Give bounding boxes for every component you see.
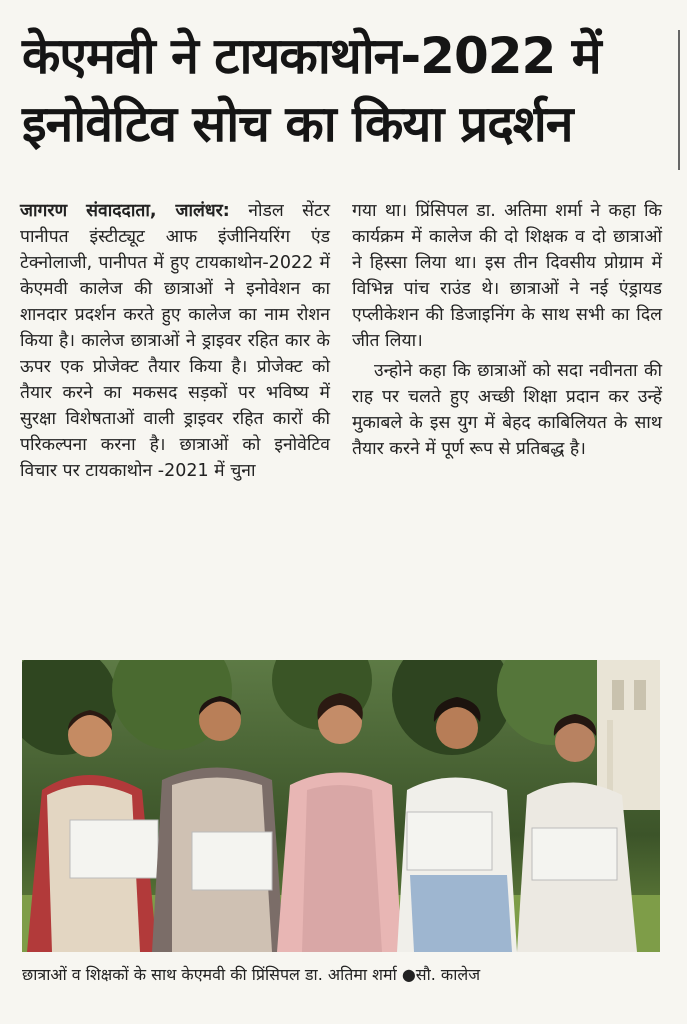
- article-column-left: [20, 198, 330, 484]
- article-paragraph-1: गया था। प्रिंसिपल डा. अतिमा शर्मा ने कहा कि कार्यक्रम में कालेज की दो शिक्षक व दो छात्राओं ने हिस्सा लिया था। इस तीन दिवसीय प्रोग्राम में विभिन्न पांच राउंड थे। छात्राओं ने नई एंड्रायड एप्लीकेशन की डिजाइनिंग के साथ सभी का दिल जीत लिया।: [352, 201, 662, 351]
- headline: [22, 22, 662, 158]
- headline-line-1: केएमवी ने टायकाथोन-2022 में: [22, 27, 601, 85]
- page-edge-rule: [678, 30, 686, 170]
- group-photo: [22, 660, 660, 952]
- article-column-right: [352, 198, 662, 462]
- photo-caption: छात्राओं व शिक्षकों के साथ केएमवी की प्रिंसिपल डा. अतिमा शर्मा ●सौ. कालेज: [22, 965, 481, 984]
- byline: जागरण संवाददाता, जालंधर:: [20, 201, 230, 221]
- headline-line-2: इनोवेटिव सोच का किया प्रदर्शन: [22, 95, 573, 153]
- article-paragraph-2: उन्होने कहा कि छात्राओं को सदा नवीनता की राह पर चलते हुए अच्छी शिक्षा प्रदान कर उन्हें मुकाबले के इस युग में बेहद काबिलियत के साथ तैयार करने में पूर्ण रूप से प्रतिबद्ध है।: [352, 361, 662, 459]
- article-text-left: नोडल सेंटर पानीपत इंस्टीट्यूट आफ इंजीनियरिंग एंड टेक्नोलाजी, पानीपत में हुए टायकाथोन-2022 में केएमवी कालेज की छात्राओं ने इनोवेशन का शानदार प्रदर्शन करते हुए कालेज का नाम रोशन किया है। कालेज छात्राओं ने ड्राइवर रहित कार के ऊपर एक प्रोजेक्ट तैयार किया है। प्रोजेक्ट को तैयार करने का मकसद सड़कों पर भविष्य में सुरक्षा विशेषताओं वाली ड्राइवर रहित कारों की परिकल्पना करना है। छात्राओं को इनोवेटिव विचार पर टायकाथोन -2021 में चुना: [20, 201, 330, 481]
